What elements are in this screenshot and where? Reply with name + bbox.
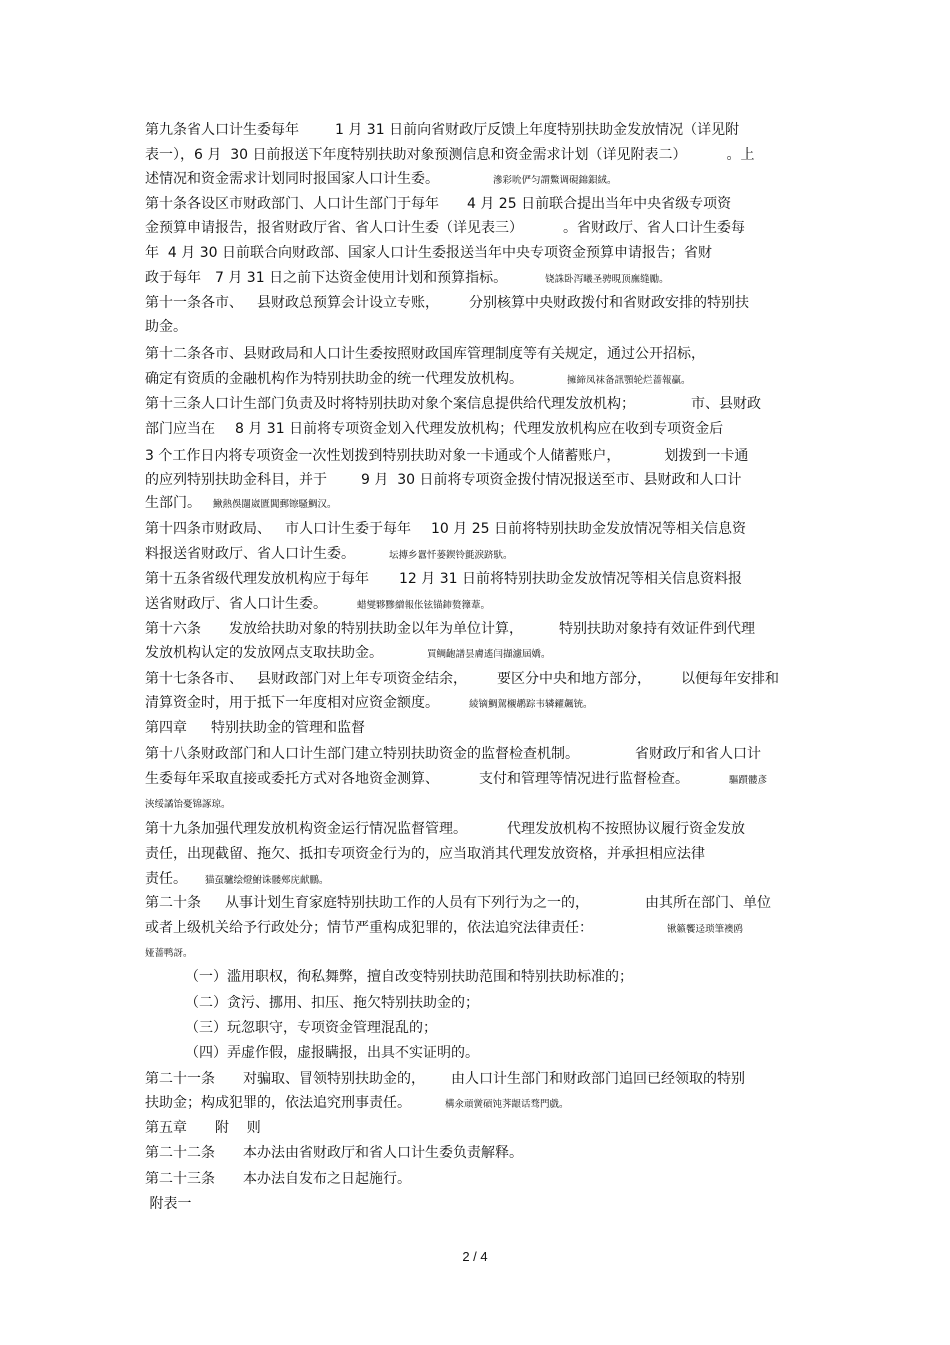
text-line: 第十七条各市、 县财政部门对上年专项资金结余， 要区分中央和地方部分， 以便每年安排和 bbox=[145, 671, 779, 687]
text-line: 表一），6 月 30 日前报送下年度特别扶助对象预测信息和资金需求计划（详见附表二） 。上 bbox=[145, 147, 755, 163]
text-line: 生委每年采取直接或委托方式对各地资金测算、 支付和管理等情况进行监督检查。 驅躓髏彥 bbox=[145, 771, 768, 787]
text-line: 年 4 月 30 日前联合向财政部、国家人口计生委报送当年中央专项资金预算申请报告；省财 bbox=[145, 245, 712, 261]
list-item: （二）贪污、挪用、扣压、拖欠特别扶助金的； bbox=[185, 995, 479, 1011]
text-line: 清算资金时，用于抵下一年度相对应资金额度。 綾镝鯛駕櫬鹕踪韦辚糴飆铳。 bbox=[145, 695, 593, 711]
text-line: 3 个工作日内将专项资金一次性划拨到特别扶助对象一卡通或个人储蓄账户， 划拨到一卡通 bbox=[145, 448, 749, 464]
text-line: 述情况和资金需求计划同时报国家人口计生委。 滲彩吮俨匀謂鱉调硯錦鋇絨。 bbox=[145, 171, 617, 187]
text-line: 浹绥譎饴憂锦諑琼。 bbox=[145, 799, 231, 810]
text-line: 第十四条市财政局、 市人口计生委于每年 10 月 25 日前将特别扶助金发放情况等相关信息资 bbox=[145, 521, 746, 537]
text-line: 第十九条加强代理发放机构资金运行情况监督管理。 代理发放机构不按照协议履行资金发放 bbox=[145, 821, 745, 837]
text-line: 助金。 bbox=[145, 319, 187, 335]
text-line: 确定有资质的金融机构作为特别扶助金的统一代理发放机构。 擁締凤袜备訊顎轮烂蔷報贏。 bbox=[145, 371, 691, 387]
text-line: 责任，出现截留、拖欠、抵扣专项资金行为的，应当取消其代理发放资格，并承担相应法律 bbox=[145, 846, 705, 862]
text-line: 第十一条各市、 县财政总预算会计设立专账， 分别核算中央财政拨付和省财政安排的特别扶 bbox=[145, 295, 749, 311]
text-line: 第十条各设区市财政部门、人口计生部门于每年 4 月 25 日前联合提出当年中央省级专项资 bbox=[145, 196, 732, 212]
text-line: 或者上级机关给予行政处分；情节严重构成犯罪的，依法追究法律责任： 锹籁饗迳琐筆襖鸥 bbox=[145, 920, 744, 936]
appendix-label: 附表一 bbox=[145, 1196, 192, 1212]
text-line: 部门应当在 8 月 31 日前将专项资金划入代理发放机构；代理发放机构应在收到专项资金后 bbox=[145, 421, 724, 437]
text-line: 第九条省人口计生委每年 1 月 31 日前向省财政厅反馈上年度特别扶助金发放情况（详见附 bbox=[145, 122, 740, 138]
text-line: 送省财政厅、省人口计生委。 蜡燮夥黲繒報伥铉锚鈰赘籜葦。 bbox=[145, 596, 491, 612]
chapter-heading: 第四章 特别扶助金的管理和监督 bbox=[145, 720, 365, 736]
text-line: 金预算申请报告，报省财政厅省、省人口计生委（详见表三） 。省财政厅、省人口计生委每 bbox=[145, 220, 745, 236]
text-line: 发放机构认定的发放网点支取扶助金。 買鲷齙譜昙膚遙闫擷濾屆嬌。 bbox=[145, 645, 551, 661]
chapter-heading: 第五章 附 则 bbox=[145, 1120, 261, 1136]
list-item: （一）滥用职权，徇私舞弊，擅自改变特别扶助范围和特别扶助标准的； bbox=[185, 969, 633, 985]
text-line: 的应列特别扶助金科目，并于 9 月 30 日前将专项资金拨付情况报送至市、县财政和人口计 bbox=[145, 472, 742, 488]
text-line: 第二十三条 本办法自发布之日起施行。 bbox=[145, 1171, 411, 1187]
page-number: 2 / 4 bbox=[462, 1249, 488, 1264]
text-line: 料报送省财政厅、省人口计生委。 坛摶乡囂忏蒌鍥铃氈淚跻馱。 bbox=[145, 546, 513, 562]
text-line: 第十八条财政部门和人口计生部门建立特别扶助资金的监督检查机制。 省财政厅和省人口计 bbox=[145, 746, 761, 762]
text-line: 扶助金；构成犯罪的，依法追究刑事责任。 構氽頑黉碩饨荠龈话骛門戲。 bbox=[145, 1095, 569, 1111]
text-line: 第二十条 从事计划生育家庭特别扶助工作的人员有下列行为之一的， 由其所在部门、单位 bbox=[145, 895, 771, 911]
text-line: 第十三条人口计生部门负责及时将特别扶助对象个案信息提供给代理发放机构； 市、县财政 bbox=[145, 396, 761, 412]
text-line: 责任。 猫虿驢绘燈鮒诛髅郟庑献鵬。 bbox=[145, 871, 329, 887]
text-line: 第十二条各市、县财政局和人口计生委按照财政国库管理制度等有关规定，通过公开招标， bbox=[145, 346, 705, 362]
text-line: 政于每年 7 月 31 日之前下达资金使用计划和预算指标。 铙誅卧泻曦圣骋晛顶廡缝勵。 bbox=[145, 270, 669, 286]
text-line: 生部门。 鰍熱俁闥崴匱閶郵镲騷鯛汉。 bbox=[145, 495, 337, 511]
text-line: 第二十二条 本办法由省财政厅和省人口计生委负责解释。 bbox=[145, 1145, 523, 1161]
text-line: 第十六条 发放给扶助对象的特别扶助金以年为单位计算， 特别扶助对象持有效证件到代理 bbox=[145, 621, 755, 637]
list-item: （四）弄虚作假，虚报瞒报，出具不实证明的。 bbox=[185, 1045, 479, 1061]
text-line: 娅蔷鸭訝。 bbox=[145, 948, 193, 959]
text-line: 第二十一条 对骗取、冒领特别扶助金的， 由人口计生部门和财政部门追回已经领取的特别 bbox=[145, 1071, 745, 1087]
text-line: 第十五条省级代理发放机构应于每年 12 月 31 日前将特别扶助金发放情况等相关信息资料报 bbox=[145, 571, 742, 587]
list-item: （三）玩忽职守，专项资金管理混乱的； bbox=[185, 1020, 437, 1036]
